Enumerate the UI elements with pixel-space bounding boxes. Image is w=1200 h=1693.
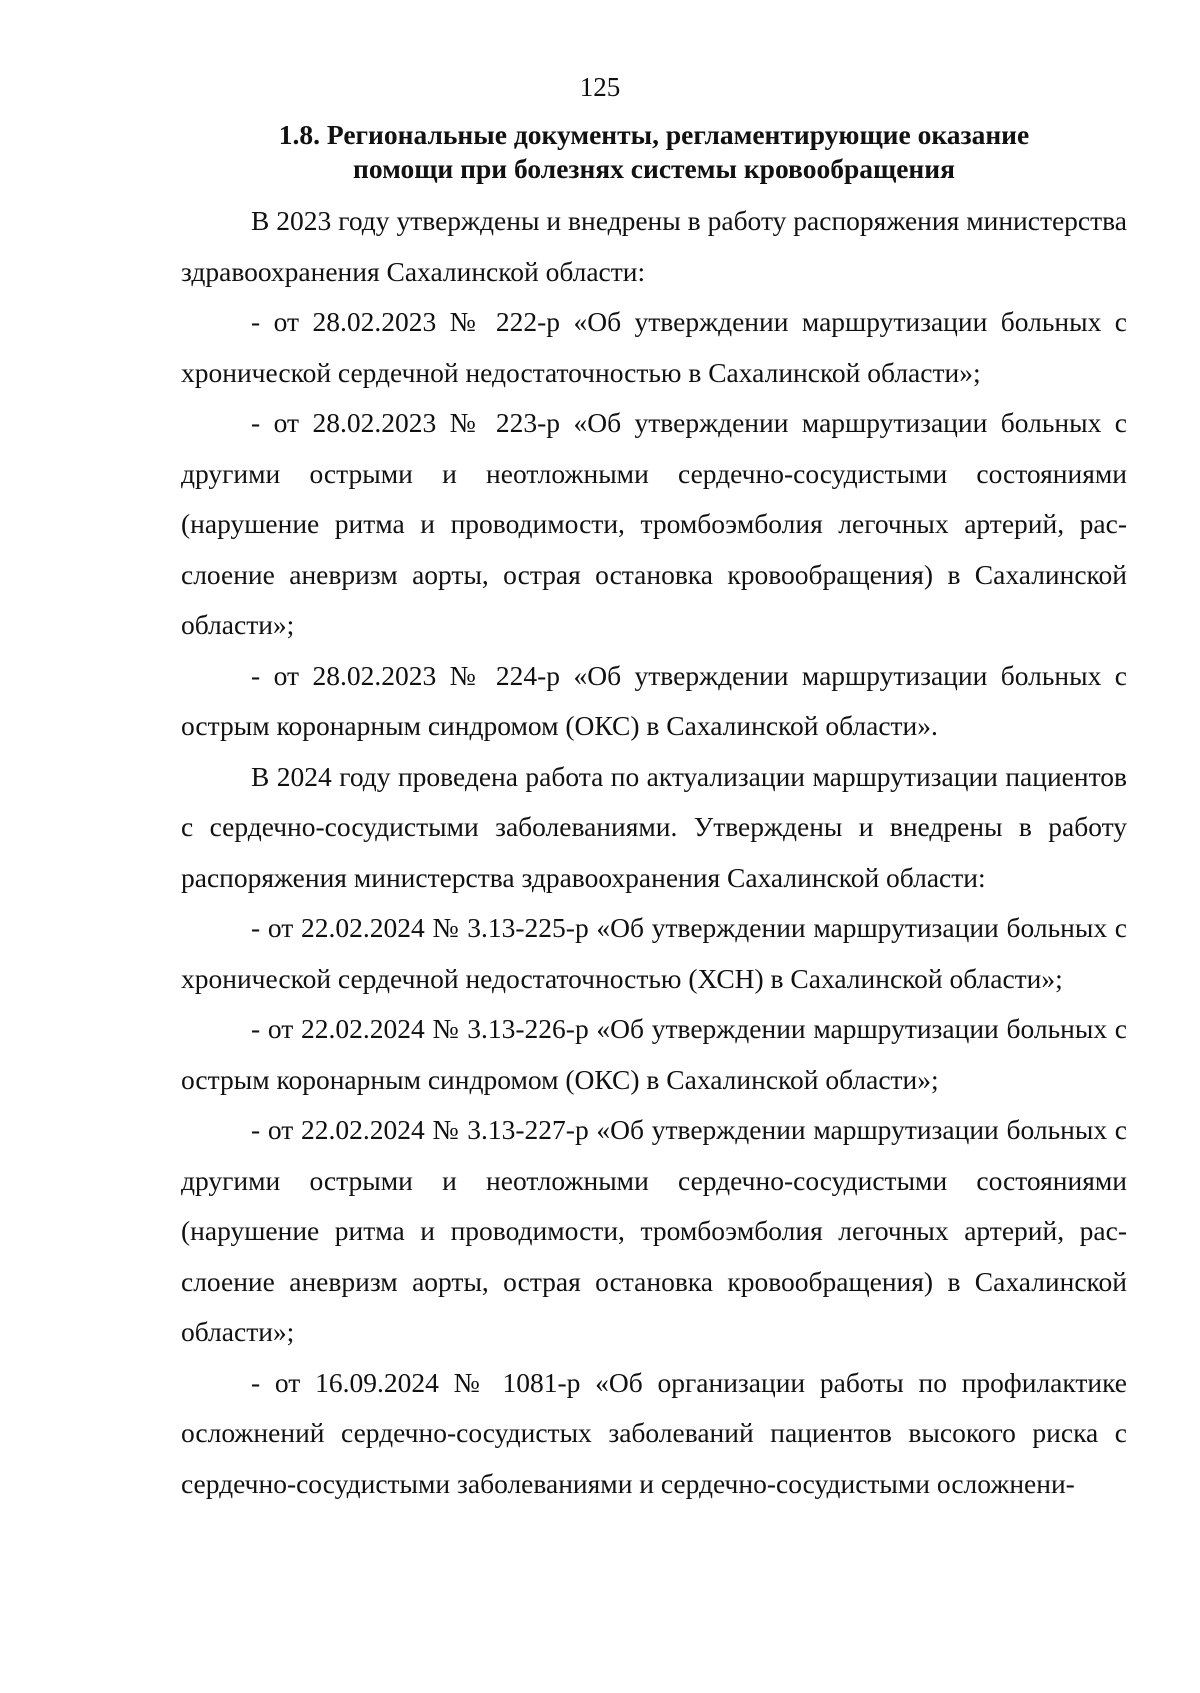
- paragraph-order-223: - от 28.02.2023 № 223-р «Об утверждении маршрутизации больных с другими острыми и неотложными сердечно-сосудистыми состояниями (нарушение ритма и проводимости, тромбоэмболия легочных артерий, расслоение аневризм аорты, острая остановка кровообращения) в Сахалинской области»;: [181, 407, 1127, 640]
- paragraph-intro-2023: В 2023 году утверждены и внедрены в работу распоряжения министерства здравоохранения Сахалинской области:: [181, 205, 1127, 287]
- section-heading-line-2: помощи при болезнях системы кровообращения: [353, 153, 955, 184]
- page-number: 125: [579, 72, 621, 102]
- paragraph-intro-2024: В 2024 году проведена работа по актуализации маршрутизации пациентов с сердечно-сосудистыми заболеваниями. Утверждены и внедрены в работу распоряжения министерства здравоохранения Сахалинской области:: [181, 760, 1127, 893]
- paragraph-order-3-13-225: - от 22.02.2024 № 3.13-225-р «Об утверждении маршрутизации больных с хронической сердечной недостаточностью (ХСН) в Сахалинской области»;: [181, 912, 1127, 994]
- paragraph-order-3-13-227: - от 22.02.2024 № 3.13-227-р «Об утверждении маршрутизации больных с другими острыми и неотложными сердечно-сосудистыми состояниями (нарушение ритма и проводимости, тромбоэмболия легочных артерий, расслоение аневризм аорты, острая остановка кровообращения) в Сахалинской области»;: [181, 1114, 1127, 1347]
- paragraph-order-224: - от 28.02.2023 № 224-р «Об утверждении маршрутизации больных с острым коронарным синдромом (ОКС) в Сахалинской области».: [181, 659, 1127, 741]
- section-heading: [181, 118, 1127, 186]
- paragraph-order-3-13-226: - от 22.02.2024 № 3.13-226-р «Об утверждении маршрутизации больных с острым коронарным синдромом (ОКС) в Сахалинской области»;: [181, 1013, 1127, 1095]
- section-heading-line-1: 1.8. Региональные документы, регламентирующие оказание: [278, 119, 1030, 150]
- paragraph-order-222: - от 28.02.2023 № 222-р «Об утверждении маршрутизации больных с хронической сердечной недостаточностью в Сахалинской области»;: [181, 306, 1127, 388]
- paragraph-order-1081: - от 16.09.2024 № 1081-р «Об организации работы по профилактике осложнений сердечно-сосудистых заболеваний пациентов высокого риска с сердечно-сосудистыми заболеваниями и сердечно-сосудистыми осложнени-: [181, 1366, 1127, 1499]
- document-body: [181, 118, 1127, 1509]
